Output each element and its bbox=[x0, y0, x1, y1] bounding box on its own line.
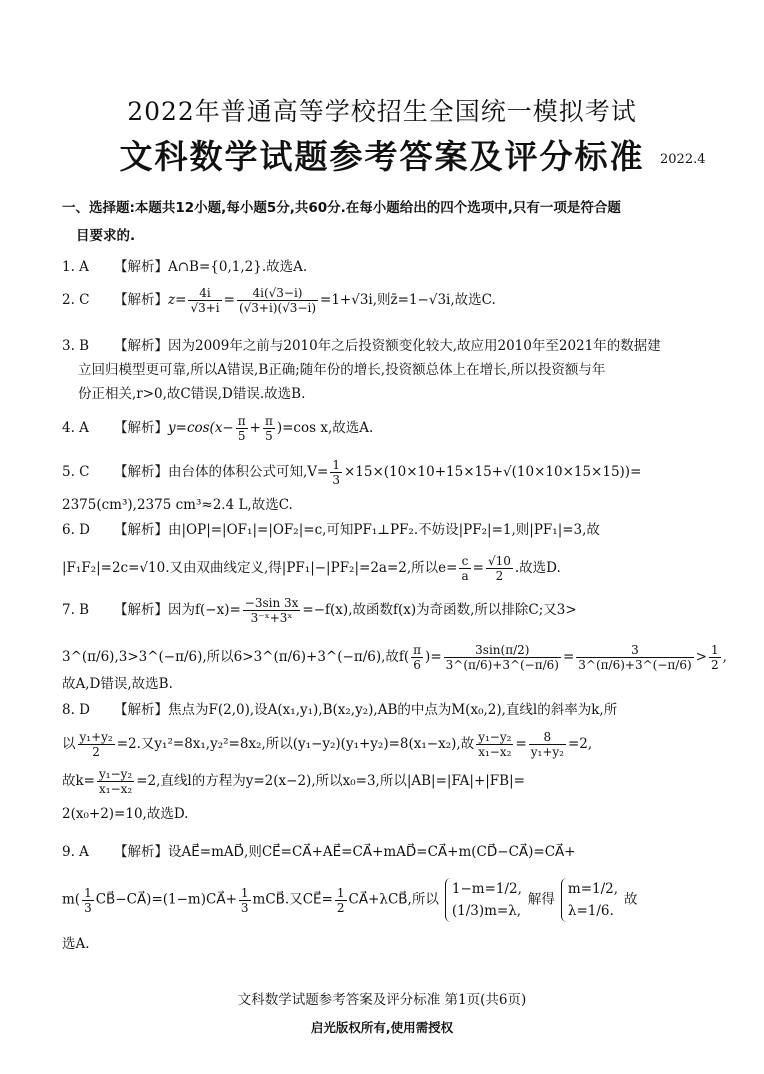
answer-6: 6. D 【解析】由|OP|=|OF₁|=|OF₂|=c,可知PF₁⊥PF₂.不妨设|PF₂|=1,则|PF₁|=3,故 |F₁F₂|=2c=√10.又由双曲线定义,得|PF₁|−|PF₂|=2a=2,所以e= $\frac{c}{a}$ = $\frac{√10}{2}$ .故选D. bbox=[62, 522, 600, 583]
fraction: $\frac{1}{3}$ bbox=[240, 885, 249, 915]
fraction: $\frac{3\sin(\pi/2)}{3\^{}(\pi/6)+3\^{}(-\pi/6)}$ bbox=[445, 643, 559, 672]
answer-3: 3. B 【解析】因为2009年之前与2010年之后投资额变化较大,故应用2010年至2021年的数据建 立回归模型更可靠,所以A错误,B正确;随年份的增长,投资额总体上在增长,所以投资额与年 份正相关,r>0,故C错误,D错误.故选B. bbox=[62, 338, 661, 402]
page-footer: 文科数学试题参考答案及评分标准 第1页(共6页) bbox=[237, 992, 527, 1008]
fraction: $\frac{\pi}{5}$ bbox=[237, 414, 246, 443]
answer-4: 4. A 【解析】y=cos(x− $\frac{\pi}{5}$ + $\frac{\pi}{5}$ )=cos x,故选A. bbox=[62, 414, 374, 443]
solution-system: m=1/2, λ=1/6. bbox=[561, 878, 618, 922]
answer-8: 8. D 【解析】焦点为F(2,0),设A(x₁,y₁),B(x₂,y₂),AB的中点为M(x₀,2),直线l的斜率为k,所 以 $\frac{\text{y₁+y₂}}{2}$ =2.又y₁²=8x₁,y₂²=8x₂,所以(y₁−y₂)(y₁+y₂)=8(x₁−x₂),故 $\frac{\text{y₁−y₂}}{\text{x₁−x₂}}$ = $\frac{8}{\text{y₁+y₂}}$ =2, 故k= $\frac{\text{y₁−y₂}}{\text{x₁−x₂}}$ =2,直线l的方程为y=2(x−2),所以x₀=3,所以|AB|=|FA|+|FB|= 2(x₀+2)=10,故选D. bbox=[62, 702, 618, 822]
answer-2: 2. C 【解析】z= $\frac{4i}{√3+i}$ = $\frac{4i(√3-i)}{(√3+i)(√3-i)}$ =1+√3i,则z̄=1−√3i,故选C. bbox=[62, 286, 496, 315]
fraction: $\frac{3}{3\^{}(\pi/6)+3\^{}(-\pi/6)}$ bbox=[578, 643, 692, 672]
fraction: $\frac{4i(√3-i)}{(√3+i)(√3-i)}$ bbox=[238, 286, 317, 315]
equation-system: 1−m=1/2, (1/3)m=λ, bbox=[445, 878, 522, 922]
fraction: $\frac{-3\sin 3x}{\text{3⁻ˣ+3ˣ}}$ bbox=[244, 596, 299, 625]
fraction: $\frac{√10}{2}$ bbox=[487, 554, 511, 583]
fraction: $\frac{\text{y₁−y₂}}{\text{x₁−x₂}}$ bbox=[478, 730, 512, 759]
fraction: $\frac{1}{3}$ bbox=[84, 885, 92, 915]
fraction: $\frac{\pi}{5}$ bbox=[264, 414, 273, 443]
fraction: $\frac{\pi}{6}$ bbox=[413, 643, 422, 672]
copyright-notice: 启光版权所有,使用需授权 bbox=[310, 1020, 454, 1035]
fraction: $\frac{c}{a}$ bbox=[461, 554, 469, 583]
fraction: $\frac{1}{2}$ bbox=[336, 885, 345, 915]
document-date: 2022.4 bbox=[660, 152, 706, 167]
fraction: $\frac{\text{y₁−y₂}}{\text{x₁−x₂}}$ bbox=[99, 767, 133, 796]
fraction: $\frac{\text{y₁+y₂}}{2}$ bbox=[79, 730, 113, 759]
answer-1: 1. A 【解析】A∩B={0,1,2}.故选A. bbox=[62, 259, 308, 275]
answer-7: 7. B 【解析】因为f(−x)= $\frac{-3\sin 3x}{\text{3⁻ˣ+3ˣ}}$ =−f(x),故函数f(x)为奇函数,所以排除C;又3> 3^(π/6),3>3^(−π/6),所以6>3^(π/6)+3^(−π/6),故f( $\frac{\pi}{6}$ )= $\frac{3\sin(\pi/2)}{3\^{}(\pi/6)+3\^{}(-\pi/6)}$ = $\frac{3}{3\^{}(\pi/6)+3\^{}(-\pi/6)}$ > $\frac{1}{2}$ ,故A,D错误,故选B. bbox=[62, 596, 727, 692]
fraction: $\frac{8}{\text{y₁+y₂}}$ bbox=[530, 730, 564, 759]
answer-5: 5. C 【解析】由台体的体积公式可知,V= $\frac{1}{3}$ ×15×(10×10+15×15+√(10×10×15×15))= 2375(cm³),2375 cm³≈2.4 L,故选C. bbox=[62, 458, 642, 513]
section-heading: 一、选择题:本题共12小题,每小题5分,共60分.在每小题给出的四个选项中,只有一项是符合题 目要求的. bbox=[62, 200, 621, 244]
document-title: 文科数学试题参考答案及评分标准 bbox=[119, 137, 645, 176]
exam-title: 2022年普通高等学校招生全国统一模拟考试 bbox=[127, 97, 637, 126]
answer-9: 9. A 【解析】设AE⃗=mAD⃗,则CE⃗=CA⃗+AE⃗=CA⃗+mAD⃗=CA⃗+m(CD⃗−CA⃗)=CA⃗+ m( $\frac{1}{3}$ CB⃗−CA⃗)=(1−m)CA⃗+ $\frac{1}{3}$ mCB⃗.又CE⃗= $\frac{1}{2}$ CA⃗+λCB⃗,所以 1−m=1/2, (1/3)m=λ, 解得 m=1/2, λ=1/6. 故 选A. bbox=[62, 844, 638, 952]
fraction: $\frac{4i}{√3+i}$ bbox=[190, 286, 220, 315]
fraction: $\frac{1}{2}$ bbox=[710, 643, 719, 672]
fraction: $\frac{1}{3}$ bbox=[332, 458, 340, 487]
